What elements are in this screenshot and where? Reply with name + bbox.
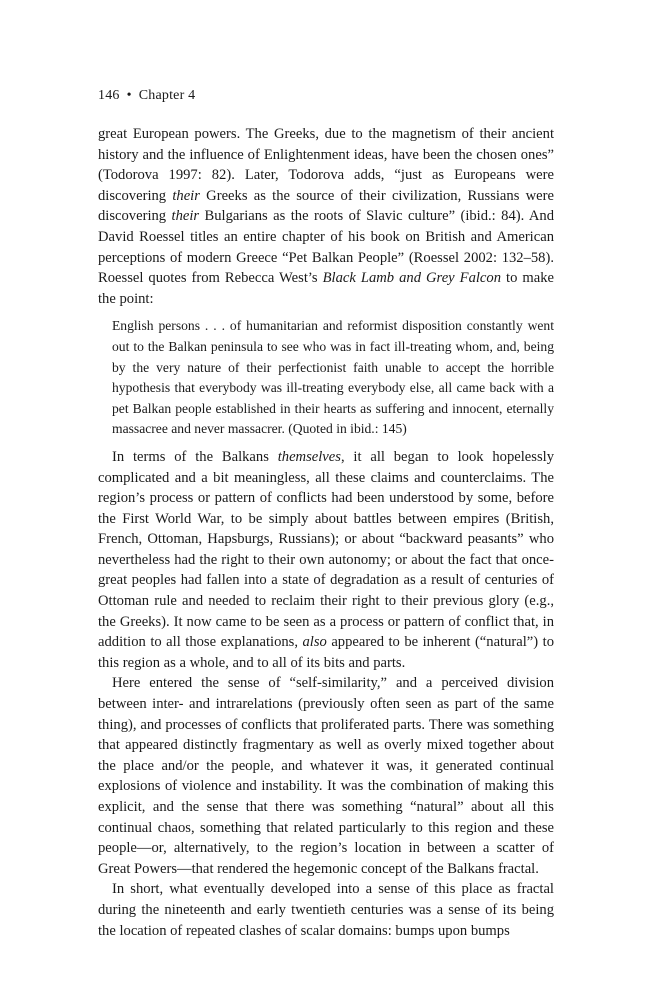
italic-run: themselves bbox=[277, 448, 341, 465]
block-quote bbox=[112, 316, 554, 440]
block-quote-text bbox=[112, 316, 554, 440]
running-header bbox=[98, 88, 195, 104]
page-number: 146 bbox=[98, 88, 120, 103]
body-text bbox=[98, 124, 554, 941]
text-run: appeared to be inherent (“natural”) to this region as a whole, and to all of its bits and parts. bbox=[98, 634, 554, 671]
italic-run: their bbox=[171, 208, 200, 225]
text-run: English persons . . . of humanitarian and reformist disposition constantly went out to the Balkan peninsula to see who was in fact ill-treating whom, and, being by the very nature of their perfectionist faith unable to accept the horrible hypothesis that everybody was ill-treating everybody else, all came back with a pet Balkan people established in their hearts as suffering and innocent, eternally massacree and never massacrer. (Quoted in ibid.: 145) bbox=[112, 318, 554, 437]
text-run: great European powers. The Greeks, due to the magnetism of their ancient history and the influence of Enlightenment ideas, have been the chosen ones” (Todorova 1997: 82). Later, Todorova adds, “just as Europeans were discovering bbox=[98, 126, 554, 204]
italic-run: also bbox=[302, 634, 327, 651]
header-separator: • bbox=[126, 88, 132, 103]
italic-run: Black Lamb and Grey Falcon bbox=[322, 270, 501, 287]
text-run: Here entered the sense of “self-similarity,” and a perceived division between inter- and intrarelations (previously often seen as part of the same thing), and processes of conflicts that proliferated parts. There was something that appeared distinctly fragmentary as well as overly mixed together about the place and/or the people, and whatever it was, it generated continual explosions of violence and instability. It was the combination of making this explicit, and the sense that there was something “natural” about all this continual chaos, something that related particularly to this region and these people—or, alternatively, to the region’s location in between a scatter of Great Powers—that rendered the hegemonic concept of the Balkans fractal. bbox=[98, 675, 554, 877]
text-run: , it all began to look hopelessly complicated and a bit meaningless, all these claims and counterclaims. The region’s process or pattern of conflicts had been understood by some, before the First World War, to be simply about battles between empires (British, French, Ottoman, Hapsburgs, Russians); or about “backward peasants” who nevertheless had the right to their own autonomy; or about the fact that once-great peoples had fallen into a state of degradation as a result of centuries of Ottoman rule and needed to reclaim their right to their previous glory (e.g., the Greeks). It now came to be seen as a process or pattern of conflict that, in addition to all those explanations, bbox=[98, 448, 554, 651]
paragraph-2 bbox=[98, 447, 554, 674]
paragraph-1 bbox=[98, 124, 554, 309]
text-run: In terms of the Balkans bbox=[112, 448, 278, 465]
paragraph-3 bbox=[98, 673, 554, 879]
italic-run: their bbox=[172, 187, 200, 204]
text-run: Bulgarians as the roots of Slavic culture” (ibid.: 84). And David Roessel titles an entire chapter of his book on British and American perceptions of modern Greece “Pet Balkan People” (Roessel 2002: 132–58). Roessel quotes from Rebecca West’s bbox=[98, 208, 554, 287]
chapter-label: Chapter 4 bbox=[138, 88, 196, 103]
text-run: to make the point: bbox=[98, 270, 554, 307]
paragraph-4 bbox=[98, 879, 554, 941]
text-run: In short, what eventually developed into a sense of this place as fractal during the nineteenth and early twentieth centuries was a sense of its being the location of repeated clashes of scalar domains: bumps upon bumps bbox=[98, 881, 554, 939]
text-run: Greeks as the source of their civilization, Russians were discovering bbox=[98, 187, 554, 225]
